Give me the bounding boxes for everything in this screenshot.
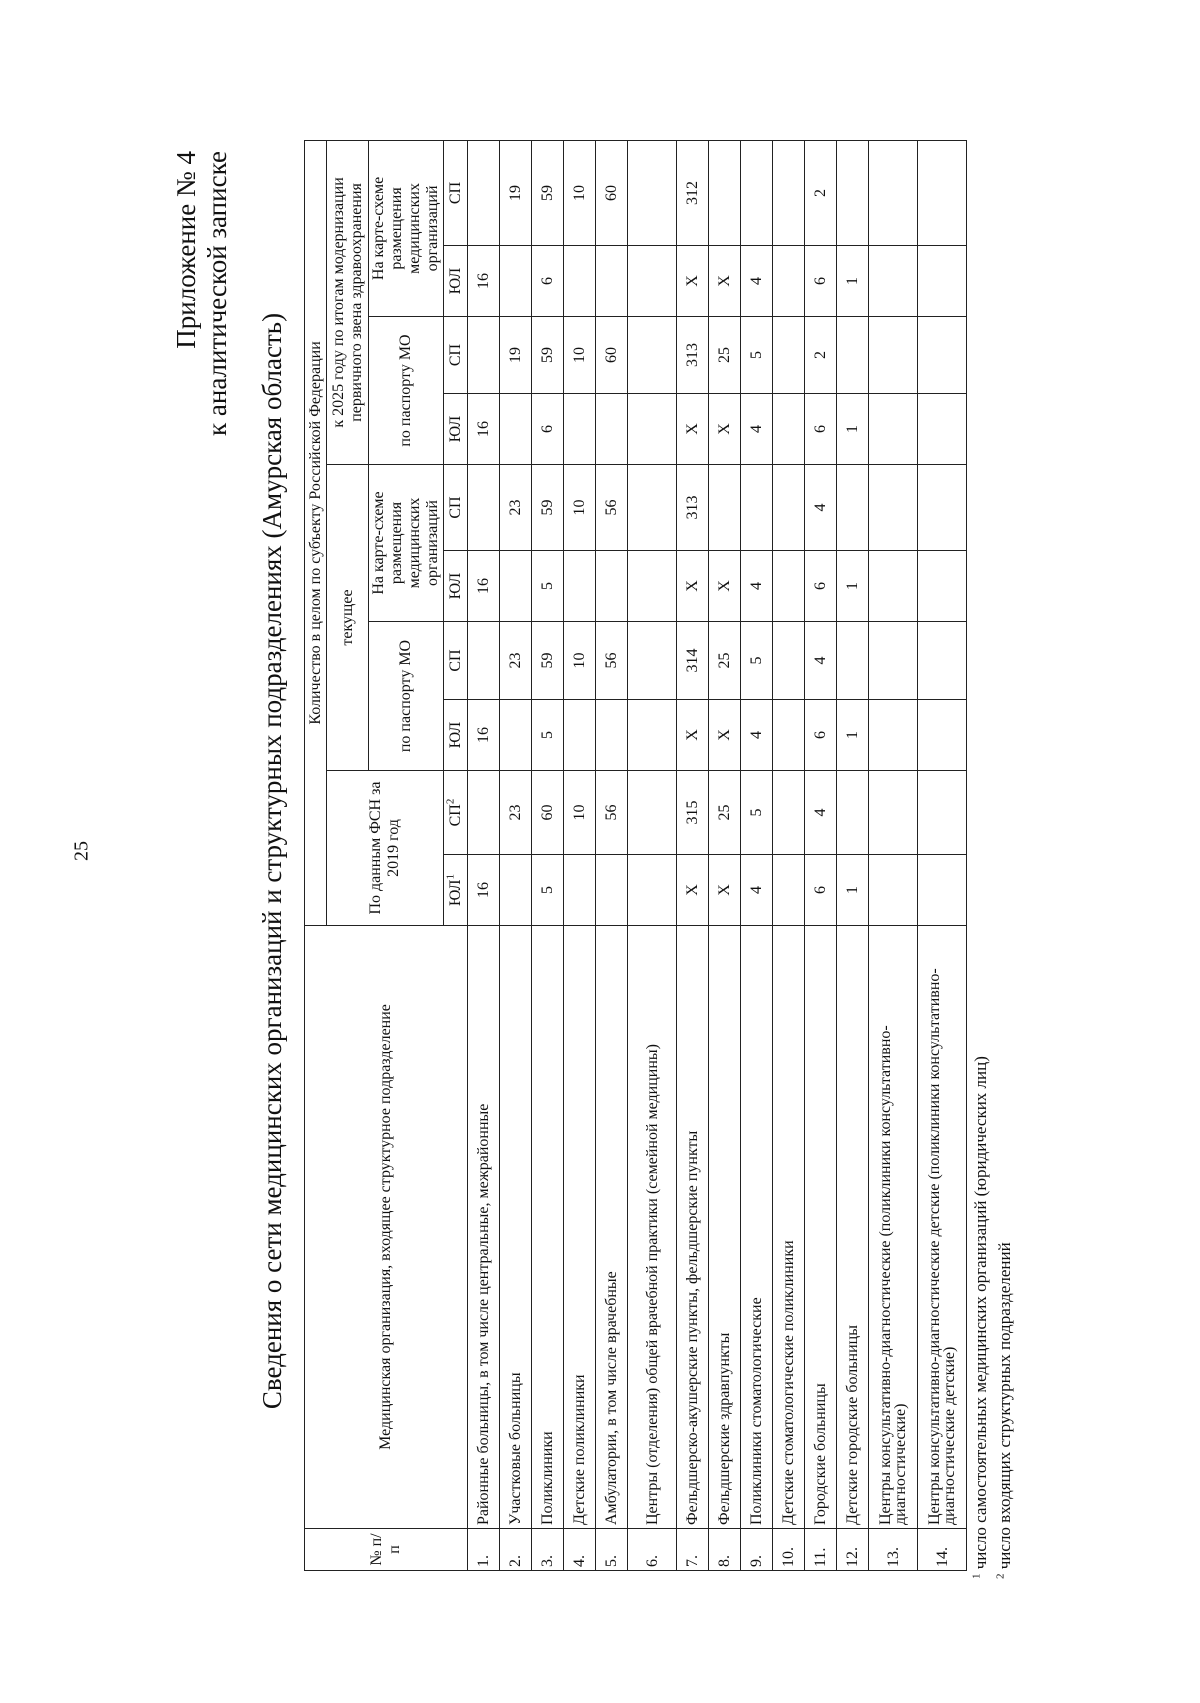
row-value-cell: 315 (677, 771, 709, 855)
col-2025-passport-ul: ЮЛ (444, 394, 468, 465)
table-row (837, 140, 869, 1570)
row-number: 13. (869, 1529, 918, 1571)
row-org-name: Районные больницы, в том числе центральные, межрайонные (468, 926, 500, 1529)
row-value-cell (709, 465, 741, 551)
row-value-cell (564, 855, 596, 926)
row-value-cell: 4 (741, 700, 773, 771)
row-value-cell: 313 (677, 465, 709, 551)
row-value-cell: X (677, 394, 709, 465)
row-number: 3. (532, 1529, 564, 1571)
row-value-cell: 25 (709, 771, 741, 855)
row-value-cell: 5 (532, 700, 564, 771)
row-value-cell: 10 (564, 317, 596, 394)
row-value-cell (869, 622, 918, 700)
row-value-cell (628, 855, 677, 926)
col-cur-passport-sp: СП (444, 622, 468, 700)
row-value-cell: 6 (805, 551, 837, 622)
row-value-cell: 1 (837, 551, 869, 622)
page-number: 25 (70, 841, 93, 861)
row-value-cell (628, 317, 677, 394)
col-cur-map-ul: ЮЛ (444, 551, 468, 622)
row-value-cell (918, 855, 967, 926)
row-value-cell: 4 (741, 551, 773, 622)
row-number: 6. (628, 1529, 677, 1571)
col-current-header: текущее (327, 465, 369, 771)
row-value-cell: X (677, 551, 709, 622)
row-value-cell (869, 855, 918, 926)
annex-line-1: Приложение № 4 (171, 151, 201, 349)
col-2025-header: к 2025 году по итогам модернизации первичного звена здравоохранения (327, 140, 369, 464)
row-value-cell: 60 (532, 771, 564, 855)
row-number: 12. (837, 1529, 869, 1571)
row-value-cell: 1 (837, 855, 869, 926)
col-fsn-header: По данным ФСН за 2019 год (327, 771, 444, 926)
row-value-cell (773, 394, 805, 465)
row-org-name: Поликлиники стоматологические (741, 926, 773, 1529)
row-value-cell: 59 (532, 465, 564, 551)
col-cur-passport-ul: ЮЛ (444, 700, 468, 771)
row-value-cell: 5 (741, 771, 773, 855)
row-value-cell: 1 (837, 246, 869, 317)
row-value-cell (500, 551, 532, 622)
row-value-cell: 60 (596, 140, 628, 245)
row-value-cell: X (709, 700, 741, 771)
row-value-cell (869, 317, 918, 394)
row-org-name: Центры (отделения) общей врачебной практики (семейной медицины) (628, 926, 677, 1529)
table-row (500, 140, 532, 1570)
row-value-cell (773, 465, 805, 551)
row-value-cell: 5 (741, 622, 773, 700)
row-value-cell (468, 465, 500, 551)
row-value-cell (837, 771, 869, 855)
row-value-cell (596, 394, 628, 465)
row-value-cell: 59 (532, 140, 564, 245)
table-row (741, 140, 773, 1570)
row-org-name: Амбулатории, в том числе врачебные (596, 926, 628, 1529)
row-org-name: Детские стоматологические поликлиники (773, 926, 805, 1529)
row-value-cell (918, 622, 967, 700)
row-value-cell (500, 700, 532, 771)
row-number: 8. (709, 1529, 741, 1571)
row-value-cell (741, 465, 773, 551)
row-org-name: Детские городские больницы (837, 926, 869, 1529)
network-table (304, 140, 967, 1571)
row-value-cell: 4 (741, 394, 773, 465)
row-value-cell: 314 (677, 622, 709, 700)
row-value-cell (918, 394, 967, 465)
row-value-cell: 59 (532, 622, 564, 700)
row-org-name: Детские поликлиники (564, 926, 596, 1529)
table-header (305, 140, 468, 1570)
table-row (677, 140, 709, 1570)
row-value-cell: 6 (532, 246, 564, 317)
row-value-cell (628, 622, 677, 700)
row-org-name: Центры консультативно-диагностические детские (поликлиники консультативно-диагностические детские) (918, 926, 967, 1529)
row-value-cell (918, 140, 967, 245)
row-value-cell (468, 771, 500, 855)
table-row (628, 140, 677, 1570)
row-value-cell (918, 246, 967, 317)
row-value-cell (628, 771, 677, 855)
row-value-cell (500, 394, 532, 465)
row-value-cell (564, 246, 596, 317)
row-value-cell: 6 (805, 855, 837, 926)
row-value-cell (628, 394, 677, 465)
row-value-cell (773, 622, 805, 700)
row-value-cell (596, 855, 628, 926)
row-value-cell (773, 700, 805, 771)
col-org-header: Медицинская организация, входящее структурное подразделение (305, 926, 468, 1529)
row-number: 1. (468, 1529, 500, 1571)
row-org-name: Фельдшерско-акушерские пункты, фельдшерские пункты (677, 926, 709, 1529)
row-value-cell: 4 (805, 622, 837, 700)
table-row (468, 140, 500, 1570)
row-value-cell: 60 (596, 317, 628, 394)
row-org-name: Участковые больницы (500, 926, 532, 1529)
row-value-cell (837, 465, 869, 551)
row-value-cell (837, 622, 869, 700)
row-number: 10. (773, 1529, 805, 1571)
row-value-cell (773, 551, 805, 622)
row-value-cell (468, 622, 500, 700)
row-value-cell (564, 700, 596, 771)
row-value-cell (628, 700, 677, 771)
row-value-cell (918, 551, 967, 622)
row-number: 7. (677, 1529, 709, 1571)
row-value-cell: 56 (596, 465, 628, 551)
row-value-cell (628, 246, 677, 317)
row-value-cell (869, 465, 918, 551)
row-value-cell: 25 (709, 317, 741, 394)
col-cur-map-sp: СП (444, 465, 468, 551)
row-value-cell: 1 (837, 394, 869, 465)
row-value-cell (596, 551, 628, 622)
table-row (805, 140, 837, 1570)
row-value-cell: 1 (837, 700, 869, 771)
row-value-cell (869, 771, 918, 855)
row-value-cell: 16 (468, 394, 500, 465)
row-value-cell: 10 (564, 771, 596, 855)
row-value-cell (596, 246, 628, 317)
row-value-cell: 2 (805, 140, 837, 245)
row-value-cell: 23 (500, 622, 532, 700)
row-value-cell: 16 (468, 246, 500, 317)
row-value-cell: 16 (468, 551, 500, 622)
row-value-cell (837, 140, 869, 245)
row-value-cell (628, 465, 677, 551)
row-value-cell: 10 (564, 140, 596, 245)
row-value-cell (869, 394, 918, 465)
row-value-cell (869, 551, 918, 622)
row-number: 4. (564, 1529, 596, 1571)
row-value-cell (918, 317, 967, 394)
table-body (468, 140, 967, 1570)
row-value-cell (773, 317, 805, 394)
col-2025-passport-header: по паспорту МО (369, 317, 444, 465)
row-value-cell (773, 140, 805, 245)
row-number: 9. (741, 1529, 773, 1571)
row-value-cell (709, 140, 741, 245)
col-current-passport-header: по паспорту МО (369, 622, 444, 771)
row-value-cell: 4 (805, 771, 837, 855)
table-row (596, 140, 628, 1570)
row-value-cell (468, 140, 500, 245)
row-value-cell: 4 (741, 246, 773, 317)
row-value-cell (773, 246, 805, 317)
row-value-cell: 312 (677, 140, 709, 245)
row-number: 2. (500, 1529, 532, 1571)
row-value-cell: 5 (532, 551, 564, 622)
row-value-cell (918, 700, 967, 771)
row-number: 11. (805, 1529, 837, 1571)
col-total-header: Количество в целом по субъекту Российской Федерации (305, 140, 327, 925)
row-value-cell (773, 771, 805, 855)
row-org-name: Поликлиники (532, 926, 564, 1529)
row-value-cell (628, 140, 677, 245)
col-2025-map-header: На карте-схеме размещения медицинских организаций (369, 140, 444, 316)
row-value-cell (500, 246, 532, 317)
row-value-cell: 5 (741, 317, 773, 394)
row-value-cell: 313 (677, 317, 709, 394)
row-value-cell: X (677, 855, 709, 926)
row-value-cell (918, 465, 967, 551)
col-current-map-header: На карте-схеме размещения медицинских организаций (369, 465, 444, 622)
col-2025-map-ul: ЮЛ (444, 246, 468, 317)
row-value-cell (564, 551, 596, 622)
rotated-sheet (171, 121, 1031, 1601)
document-title: Сведения о сети медицинских организаций и структурных подразделениях (Амурская область) (257, 312, 287, 1410)
row-value-cell: X (677, 700, 709, 771)
row-value-cell: X (709, 551, 741, 622)
table-row (532, 140, 564, 1570)
row-value-cell (837, 317, 869, 394)
row-value-cell: 59 (532, 317, 564, 394)
row-value-cell: 56 (596, 622, 628, 700)
row-number: 14. (918, 1529, 967, 1571)
row-value-cell: 19 (500, 317, 532, 394)
footnotes (969, 1056, 1017, 1579)
row-value-cell: 10 (564, 622, 596, 700)
col-fsn-ul: $ЮЛ^1$ (444, 855, 468, 926)
table-row (564, 140, 596, 1570)
row-value-cell: 6 (805, 246, 837, 317)
table-row (869, 140, 918, 1570)
row-value-cell (918, 771, 967, 855)
row-value-cell (773, 855, 805, 926)
table-row (773, 140, 805, 1570)
col-num-header: № п/п (305, 1529, 468, 1571)
row-value-cell (869, 246, 918, 317)
row-value-cell: X (677, 246, 709, 317)
row-value-cell (741, 140, 773, 245)
row-value-cell: 23 (500, 465, 532, 551)
col-2025-map-sp: СП (444, 140, 468, 245)
table-row (709, 140, 741, 1570)
row-value-cell: X (709, 394, 741, 465)
row-value-cell: 16 (468, 700, 500, 771)
row-value-cell: 56 (596, 771, 628, 855)
row-value-cell: 16 (468, 855, 500, 926)
annex-line-2: к аналитической записке (202, 151, 232, 436)
footnote-2: $^2$ число входящих структурных подразделений (994, 1242, 1014, 1579)
row-value-cell: 4 (805, 465, 837, 551)
table-row (918, 140, 967, 1570)
row-value-cell: 6 (805, 700, 837, 771)
row-value-cell: 19 (500, 140, 532, 245)
row-value-cell: X (709, 855, 741, 926)
row-value-cell (564, 394, 596, 465)
row-org-name: Городские больницы (805, 926, 837, 1529)
row-value-cell (500, 855, 532, 926)
row-value-cell (869, 700, 918, 771)
row-value-cell: 2 (805, 317, 837, 394)
footnote-1: $^1$ число самостоятельных медицинских организаций (юридических лиц) (970, 1056, 990, 1579)
annex-header (171, 151, 233, 436)
row-value-cell: 6 (532, 394, 564, 465)
row-value-cell: 4 (741, 855, 773, 926)
row-value-cell: 23 (500, 771, 532, 855)
row-org-name: Центры консультативно-диагностические (поликлиники консультативно-диагностические) (869, 926, 918, 1529)
row-value-cell: 25 (709, 622, 741, 700)
row-value-cell (869, 140, 918, 245)
row-org-name: Фельдшерские здравпункты (709, 926, 741, 1529)
row-value-cell: 6 (805, 394, 837, 465)
row-value-cell (596, 700, 628, 771)
row-value-cell: X (709, 246, 741, 317)
row-number: 5. (596, 1529, 628, 1571)
col-fsn-sp: $СП^2$ (444, 771, 468, 855)
row-value-cell (628, 551, 677, 622)
row-value-cell (468, 317, 500, 394)
row-value-cell: 5 (532, 855, 564, 926)
row-value-cell: 10 (564, 465, 596, 551)
col-2025-passport-sp: СП (444, 317, 468, 394)
